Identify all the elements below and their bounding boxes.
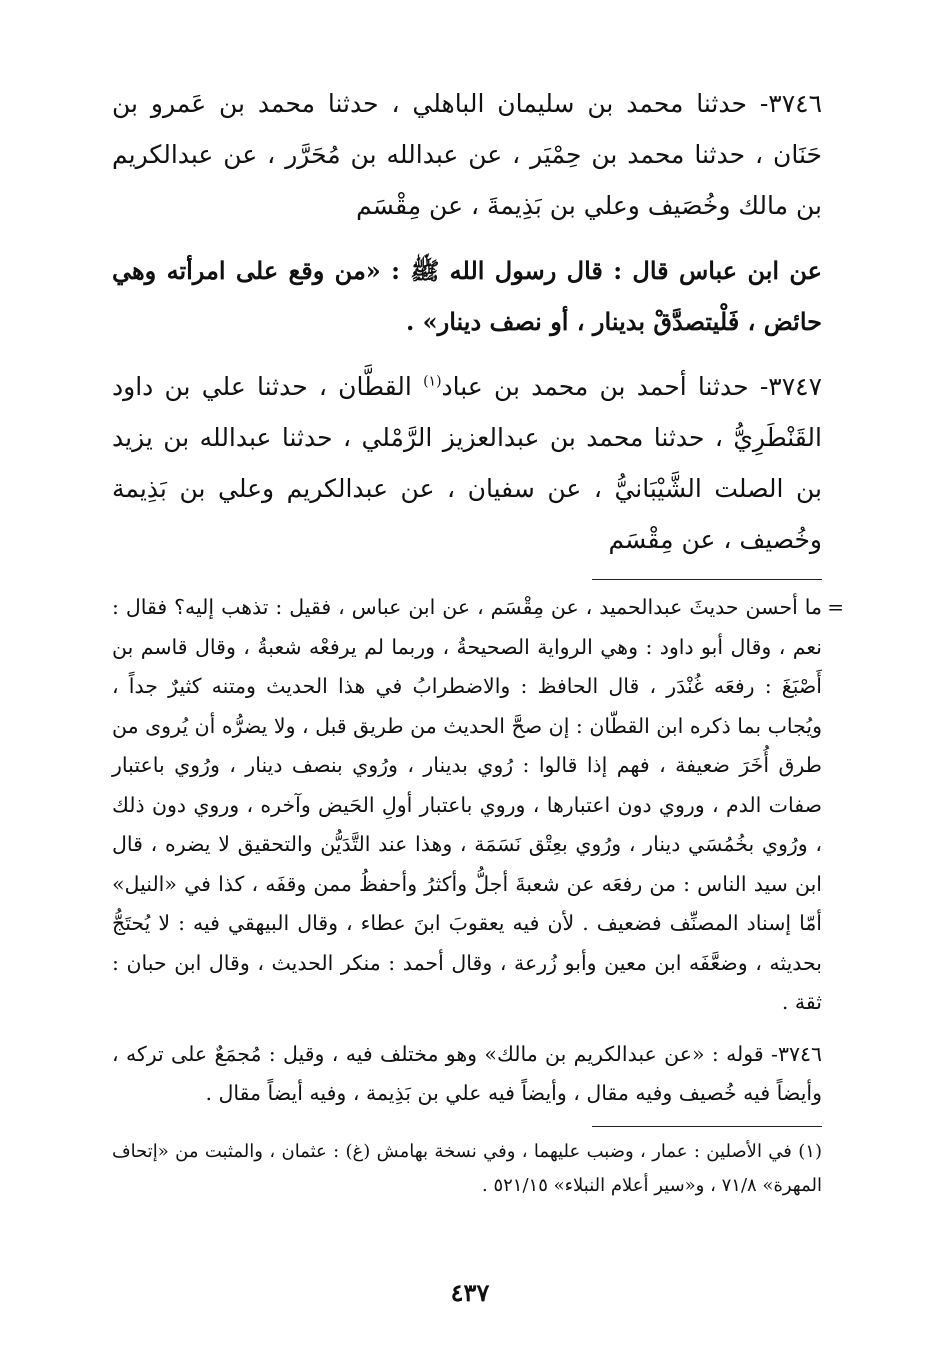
main-text <box>112 78 822 565</box>
commentary-paragraph: ٣٧٤٦- قوله : «عن عبدالكريم بن مالك» وهو مختلف فيه ، وقيل : مُجمَعٌ على تركه ، وأيضاً فيه خُصيف وفيه مقال ، وأيضاً فيه علي بن بَذِيمة ، وفيه أيضاً مقال . <box>112 1041 822 1105</box>
hadith-3746-isnad: ٣٧٤٦- حدثنا محمد بن سليمان الباهلي ، حدثنا محمد بن عَمرو بن حَنَان ، حدثنا محمد بن حِمْيَر ، عن عبدالله بن مُحَرَّر ، عن عبدالكريم بن مالك وخُصَيف وعلي بن بَذِيمةَ ، عن مِقْسَم <box>112 89 822 220</box>
footnotes <box>112 1135 822 1203</box>
hadith-3747-text-after: القطَّان ، حدثنا علي بن داود القَنْطَرِيُّ ، حدثنا محمد بن عبدالعزيز الرَّمْلي ، حدثنا عبدالله بن يزيد بن الصلت الشَّيْبَانيُّ ، عن سفيان ، عن عبدالكريم وعلي بن بَذِيمة وخُصيف ، عن مِقْسَم <box>112 372 822 554</box>
commentary-paragraph-text: ما أحسن حديثَ عبدالحميد ، عن مِقْسَم ، عن ابن عباس ، فقيل : تذهب إليه؟ فقال : نعم ، وقال أبو داود : وهي الرواية الصحيحةُ ، وربما لم يرفعْه شعبةُ ، وقال قاسم بن أَصْبَغَ : رفعَه غُنْدَر ، قال الحافظ : والاضطرابُ في هذا الحديث ومتنه كثيرٌ جداً ، ويُجاب بما ذكره ابن القطّان : إن صحَّ الحديث من طريق قبل ، ولا يضرُّه أن يُروى من طرق أُخَرَ ضعيفة ، فهم إذا قالوا : رُوي بدينار ، ورُوي بنصف دينار ، ورُوي باعتبار صفات الدم ، وروي دون اعتبارها ، وروي باعتبار أولِ الحَيض وآخره ، وروي دون ذلك ، ورُوي بخُمُسَي دينار ، ورُوي بعِتْق نَسَمَة ، وهذا عند التَّدَيُّن والتحقيق لا يضره ، قال ابن سيد الناس : من رفعَه عن شعبةَ أجلُّ وأكثرُ وأحفظُ ممن وقفَه ، كذا في «النيل» أمّا إسناد المصنِّف فضعيف . لأن فيه يعقوبَ ابنَ عطاء ، وقال البيهقي فيه : لا يُحتَجُّ بحديثه ، وضعَّفَه ابن معين وأبو زُرعة ، وقال أحمد : منكر الحديث ، وقال ابن حبان : ثقة . <box>112 595 822 1014</box>
hadith-3747-text-before: ٣٧٤٧- حدثنا أحمد بن محمد بن عباد <box>441 372 822 401</box>
footnote-1: (١) في الأصلين : عمار ، وضبب عليهما ، وفي نسخة بهامش (غ) : عثمان ، والمثبت من «إتحاف المهرة» ٧١/٨ ، و«سير أعلام النبلاء» ٥٢١/١٥ . <box>112 1140 822 1196</box>
footnote-divider <box>592 1126 822 1127</box>
commentary-divider <box>592 579 822 580</box>
continuation-mark: = <box>827 595 844 619</box>
hadith-3746-matn: عن ابن عباس قال : قال رسول الله ﷺ : «من وقع على امرأته وهي حائض ، فَلْيتصدَّقْ بدينار ، أو نصف دينار» . <box>112 256 822 336</box>
footnote-ref[interactable]: (١) <box>423 373 442 390</box>
page-content <box>112 78 844 1203</box>
commentary-paragraph <box>112 588 844 1023</box>
commentary-section <box>112 588 844 1114</box>
hadith-3747-isnad <box>112 361 822 565</box>
page-number: ٤٣٧ <box>450 1278 490 1307</box>
